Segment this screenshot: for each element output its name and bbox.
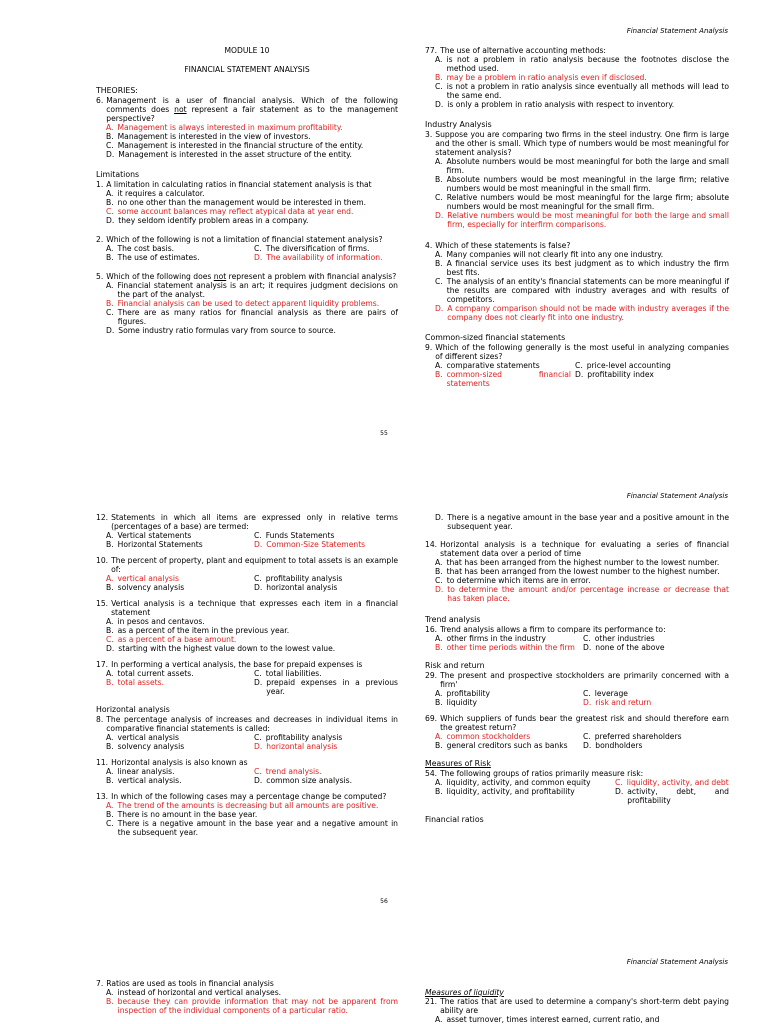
page-3-right-column xyxy=(425,988,729,1024)
option-b: B. common-sized financial statements xyxy=(435,370,571,388)
page-1-right-column xyxy=(425,46,729,388)
option-d: D. bondholders xyxy=(583,741,643,750)
option-b: B. may be a problem in ratio analysis even if disclosed. xyxy=(435,73,647,82)
page-3-left-column xyxy=(96,979,398,1015)
question-69: 69. Which suppliers of funds bear the greatest risk and should therefore earn the greatest return? xyxy=(425,714,729,732)
options-grid xyxy=(425,732,729,750)
option-c: C. Relative numbers would be most meaningful for the large firm; absolute numbers would be most meaningful for the small firm. xyxy=(435,193,729,211)
option-c: C. price-level accounting xyxy=(575,361,671,370)
section-industry-analysis: Industry Analysis xyxy=(425,120,492,129)
options-grid xyxy=(425,778,729,805)
section-horizontal-analysis: Horizontal analysis xyxy=(96,705,170,714)
option-c: C. as a percent of a base amount. xyxy=(106,635,237,644)
option-a: A. Financial statement analysis is an art; it requires judgment decisions on the part of the analyst. xyxy=(106,281,398,299)
option-b: B. There is no amount in the base year. xyxy=(106,810,258,819)
question-5: 5. Which of the following does not represent a problem with financial analysis? xyxy=(96,272,397,281)
option-c: C. There are as many ratios for financial analysis as there are pairs of figures. xyxy=(106,308,398,326)
option-b: B. The use of estimates. xyxy=(106,253,200,262)
question-10: 10. The percent of property, plant and equipment to total assets is an example of: xyxy=(96,556,398,574)
option-c: C. The analysis of an entity's financial statements can be more meaningful if the results are compared with industry averages and with results of competitors. xyxy=(435,277,729,304)
question-12: 12. Statements in which all items are expressed only in relative terms (percentages of a base) are termed: xyxy=(96,513,398,531)
section-risk-return: Risk and return xyxy=(425,661,485,670)
options-grid xyxy=(425,361,729,388)
options-grid xyxy=(425,634,729,652)
section-common-sized: Common-sized financial statements xyxy=(425,333,566,342)
question-9: 9. Which of the following generally is the most useful in analyzing companies of different sizes? xyxy=(425,343,729,361)
option-d: D. none of the above xyxy=(583,643,665,652)
page-1-left-column xyxy=(96,46,398,335)
option-c: C. some account balances may reflect atypical data at year end. xyxy=(106,207,354,216)
option-b: B. Horizontal Statements xyxy=(106,540,203,549)
question-77: 77. The use of alternative accounting methods: xyxy=(425,46,606,55)
option-d: D. A company comparison should not be made with industry averages if the company does not clearly fit into one industry. xyxy=(435,304,729,322)
running-header: Financial Statement Analysis xyxy=(626,958,728,966)
option-c: C. other industries xyxy=(583,634,655,643)
running-header: Financial Statement Analysis xyxy=(626,27,728,35)
option-c: C. total liabilities. xyxy=(254,669,322,678)
option-d: D. Some industry ratio formulas vary from source to source. xyxy=(106,326,336,335)
document-title: FINANCIAL STATEMENT ANALYSIS xyxy=(184,65,310,74)
options-grid xyxy=(96,733,398,751)
option-b: B. that has been arranged from the lowest number to the highest number. xyxy=(435,567,720,576)
option-d: D. Management is interested in the asset structure of the entity. xyxy=(106,150,352,159)
option-d: D. horizontal analysis xyxy=(254,583,338,592)
question-7: 7. Ratios are used as tools in financial analysis xyxy=(96,979,274,988)
option-b: B. no one other than the management would be interested in them. xyxy=(106,198,367,207)
option-d: D. prepaid expenses in a previous year. xyxy=(254,678,398,696)
section-financial-ratios: Financial ratios xyxy=(425,815,484,824)
section-measures-of-risk: Measures of Risk xyxy=(425,759,491,768)
option-b: B. total assets. xyxy=(106,678,164,687)
option-a: A. Many companies will not clearly fit into any one industry. xyxy=(435,250,664,259)
section-measures-of-liquidity: Measures of liquidity xyxy=(425,988,504,997)
running-header: Financial Statement Analysis xyxy=(626,492,728,500)
option-b: B. Financial analysis can be used to detect apparent liquidity problems. xyxy=(106,299,380,308)
section-trend-analysis: Trend analysis xyxy=(425,615,481,624)
option-b: B. general creditors such as banks xyxy=(435,741,568,750)
options-grid xyxy=(96,669,398,696)
option-c: C. Funds Statements xyxy=(254,531,335,540)
option-a: A. The cost basis. xyxy=(106,244,175,253)
option-c: C. to determine which items are in error. xyxy=(435,576,591,585)
option-d: D. The availability of information. xyxy=(254,253,383,262)
question-2: 2. Which of the following is not a limitation of financial statement analysis? xyxy=(96,235,383,244)
option-b: B. other time periods within the firm xyxy=(435,643,575,652)
option-d: D. horizontal analysis xyxy=(254,742,338,751)
options-grid xyxy=(96,574,398,592)
question-14: 14. Horizontal analysis is a technique for evaluating a series of financial statement data over a period of time xyxy=(425,540,729,558)
option-d: D. risk and return xyxy=(583,698,652,707)
option-d: D. they seldom identify problem areas in a company. xyxy=(106,216,309,225)
question-21: 21. The ratios that are used to determine a company's short-term debt paying ability are xyxy=(425,997,729,1015)
option-a: A. vertical analysis xyxy=(106,733,179,742)
option-b: B. Management is interested in the view of investors. xyxy=(106,132,311,141)
option-c: C. liquidity, activity, and debt xyxy=(615,778,729,787)
option-a: A. linear analysis. xyxy=(106,767,175,776)
module-label: MODULE 10 xyxy=(224,46,270,55)
option-b: B. solvency analysis xyxy=(106,742,185,751)
option-a: A. that has been arranged from the highest number to the lowest number. xyxy=(435,558,720,567)
question-13: 13. In which of the following cases may a percentage change be computed? xyxy=(96,792,387,801)
options-grid xyxy=(96,767,398,785)
question-11: 11. Horizontal analysis is also known as xyxy=(96,758,248,767)
option-d: D. There is a negative amount in the base year and a positive amount in the subsequent year. xyxy=(435,513,729,531)
option-a: A. common stockholders xyxy=(435,732,531,741)
option-a: A. Vertical statements xyxy=(106,531,192,540)
option-c: C. is not a problem in ratio analysis since eventually all methods will lead to the same end. xyxy=(435,82,729,100)
question-6: 6. Management is a user of financial analysis. Which of the following comments does not represent a fair statement as to the management perspective? xyxy=(96,96,398,123)
option-a: A. other firms in the industry xyxy=(435,634,546,643)
option-d: D. common size analysis. xyxy=(254,776,353,785)
page-number: 55 xyxy=(380,430,388,437)
option-d: D. starting with the highest value down to the lowest value. xyxy=(106,644,336,653)
option-c: C. The diversification of firms. xyxy=(254,244,370,253)
option-d: D. to determine the amount and/or percentage increase or decrease that has taken place. xyxy=(435,585,729,603)
question-54: 54. The following groups of ratios primarily measure risk: xyxy=(425,769,644,778)
option-b: B. Absolute numbers would be most meaningful in the large firm; relative numbers would be most meaningful in the small firm. xyxy=(435,175,729,193)
option-d: D. activity, debt, and profitability xyxy=(615,787,729,805)
option-d: D. profitability index xyxy=(575,370,654,379)
option-d: D. Common-Size Statements xyxy=(254,540,366,549)
option-a: A. is not a problem in ratio analysis because the footnotes disclose the method used. xyxy=(435,55,729,73)
options-grid xyxy=(96,531,398,549)
option-a: A. The trend of the amounts is decreasing but all amounts are positive. xyxy=(106,801,379,810)
option-d: D. is only a problem in ratio analysis with respect to inventory. xyxy=(435,100,675,109)
options-grid xyxy=(96,244,398,262)
option-d: D. Relative numbers would be most meaningful for both the large and small firm, especially for interfirm comparisons. xyxy=(435,211,729,229)
section-theories: THEORIES: xyxy=(96,86,138,95)
option-a: A. total current assets. xyxy=(106,669,194,678)
option-b: B. as a percent of the item in the previous year. xyxy=(106,626,290,635)
option-c: C. Management is interested in the financial structure of the entity. xyxy=(106,141,364,150)
question-15: 15. Vertical analysis is a technique that expresses each item in a financial statement xyxy=(96,599,398,617)
question-4: 4. Which of these statements is false? xyxy=(425,241,571,250)
option-a: A. it requires a calculator. xyxy=(106,189,205,198)
option-b: B. because they can provide information that may not be apparent from inspection of the individual components of a particular ratio. xyxy=(106,997,398,1015)
option-a: A. in pesos and centavos. xyxy=(106,617,205,626)
option-b: B. A financial service uses its best judgment as to which industry the firm best fits. xyxy=(435,259,729,277)
question-17: 17. In performing a vertical analysis, the base for prepaid expenses is xyxy=(96,660,363,669)
option-b: B. liquidity xyxy=(435,698,477,707)
option-a: A. instead of horizontal and vertical analyses. xyxy=(106,988,282,997)
option-b: B. solvency analysis xyxy=(106,583,185,592)
question-1: 1. A limitation in calculating ratios in financial statement analysis is that xyxy=(96,180,372,189)
question-29: 29. The present and prospective stockholders are primarily concerned with a firm' xyxy=(425,671,729,689)
option-a: A. Absolute numbers would be most meaningful for both the large and small firm. xyxy=(435,157,729,175)
option-c: C. profitability analysis xyxy=(254,733,343,742)
option-c: C. leverage xyxy=(583,689,628,698)
option-a: A. asset turnover, times interest earned, current ratio, and xyxy=(435,1015,660,1024)
question-8: 8. The percentage analysis of increases and decreases in individual items in comparative financial statements is called: xyxy=(96,715,398,733)
question-16: 16. Trend analysis allows a firm to compare its performance to: xyxy=(425,625,666,634)
option-a: A. vertical analysis xyxy=(106,574,179,583)
option-a: A. Management is always interested in maximum profitability. xyxy=(106,123,343,132)
option-a: A. profitability xyxy=(435,689,490,698)
option-a: A. comparative statements xyxy=(435,361,540,370)
page-2-left-column xyxy=(96,513,398,837)
option-c: C. profitability analysis xyxy=(254,574,343,583)
page-number: 56 xyxy=(380,898,388,905)
option-b: B. liquidity, activity, and profitability xyxy=(435,787,575,796)
option-c: C. preferred shareholders xyxy=(583,732,682,741)
page-2-right-column xyxy=(425,513,729,825)
option-a: A. liquidity, activity, and common equity xyxy=(435,778,591,787)
question-3: 3. Suppose you are comparing two firms in the steel industry. One firm is large and the other is small. Which type of numbers would be most meaningful for statement analysis? xyxy=(425,130,729,157)
option-c: C. trend analysis. xyxy=(254,767,322,776)
section-limitations: Limitations xyxy=(96,170,140,179)
option-b: B. vertical analysis. xyxy=(106,776,182,785)
options-grid xyxy=(425,689,729,707)
option-c: C. There is a negative amount in the base year and a negative amount in the subsequent year. xyxy=(106,819,398,837)
